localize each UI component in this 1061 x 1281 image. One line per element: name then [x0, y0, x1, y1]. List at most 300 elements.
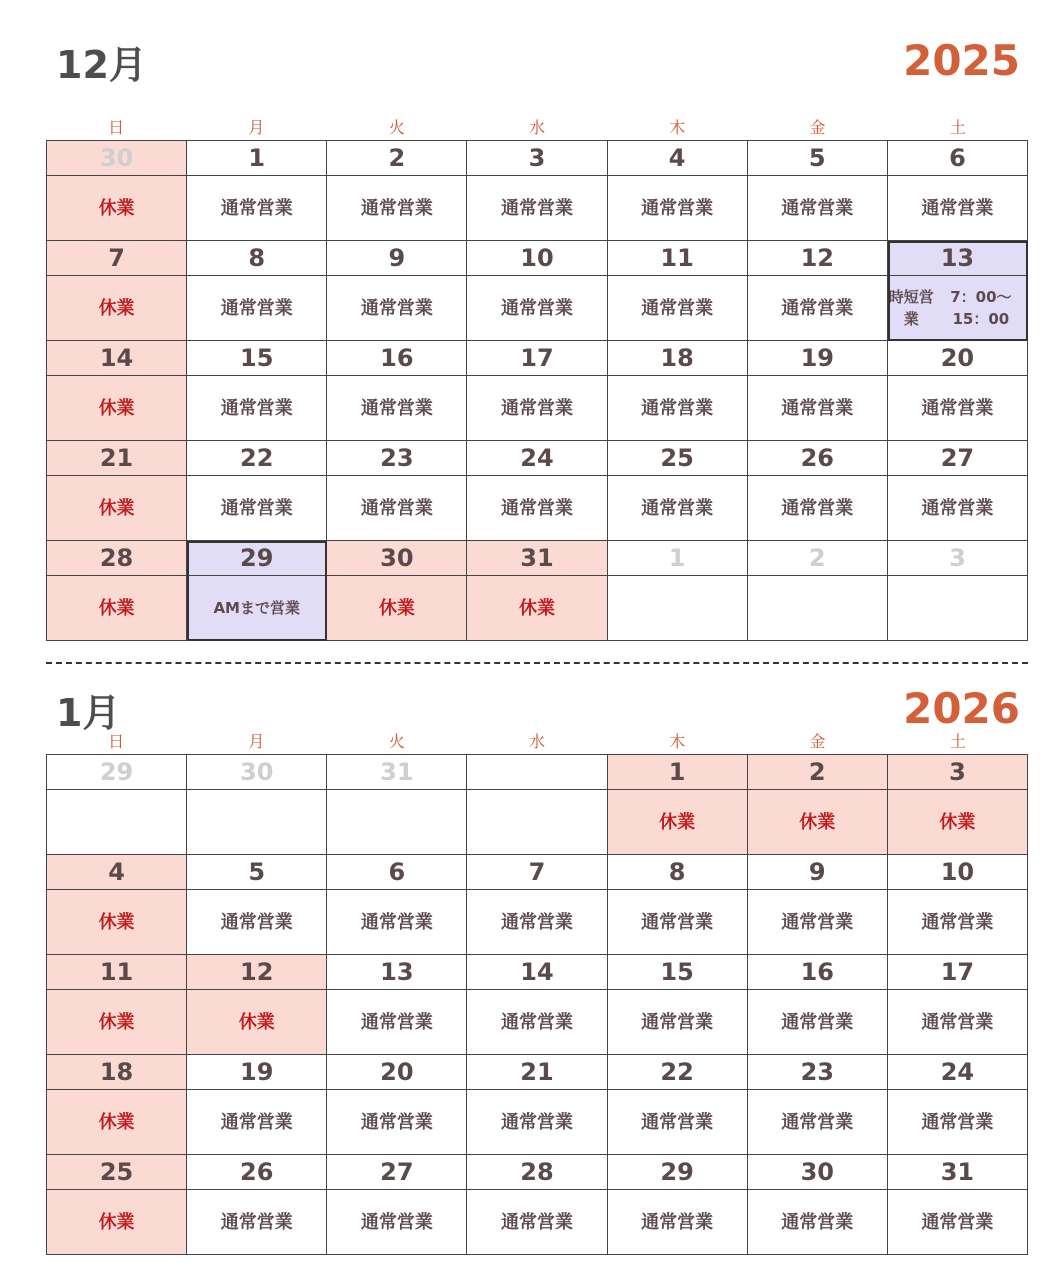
year-title: 2025	[903, 36, 1020, 85]
day-status	[187, 176, 326, 240]
day-cell	[888, 855, 1028, 955]
status-label: 休業	[98, 297, 135, 319]
day-cell	[608, 1155, 748, 1255]
status-label: 通常営業	[500, 197, 573, 219]
day-status	[888, 790, 1027, 854]
status-label: 通常営業	[781, 1111, 854, 1133]
status-label: 休業	[98, 911, 135, 933]
day-status	[608, 990, 747, 1054]
day-number: 15	[187, 341, 326, 376]
day-status	[888, 1190, 1027, 1254]
day-cell	[327, 241, 467, 341]
status-hours: 7：00～15：00	[950, 287, 1012, 328]
status-label: 通常営業	[500, 397, 573, 419]
status-label: 通常営業	[500, 497, 573, 519]
day-cell	[748, 855, 888, 955]
day-number: 28	[467, 1155, 606, 1190]
day-number: 10	[888, 855, 1027, 890]
status-label: 通常営業	[220, 197, 293, 219]
day-status	[327, 376, 466, 440]
day-cell	[608, 1055, 748, 1155]
day-number: 23	[748, 1055, 887, 1090]
day-status	[327, 476, 466, 540]
day-number: 13	[888, 241, 1027, 276]
day-number: 14	[47, 341, 186, 376]
day-number: 30	[748, 1155, 887, 1190]
status-label: 時短営業	[888, 287, 934, 328]
day-number: 2	[327, 141, 466, 176]
day-status	[47, 276, 186, 340]
weekday-label: 土	[949, 118, 966, 137]
day-status	[467, 990, 606, 1054]
day-status	[467, 890, 606, 954]
day-number: 2	[748, 755, 887, 790]
day-number: 16	[327, 341, 466, 376]
day-number: 17	[467, 341, 606, 376]
day-status	[187, 576, 326, 640]
day-status	[467, 790, 606, 854]
day-status	[888, 990, 1027, 1054]
status-label: 通常営業	[220, 911, 293, 933]
day-number: 6	[888, 141, 1027, 176]
day-cell	[748, 241, 888, 341]
day-status	[47, 1090, 186, 1154]
day-status	[608, 176, 747, 240]
day-number: 3	[888, 541, 1027, 576]
day-cell	[187, 855, 327, 955]
day-number: 29	[608, 1155, 747, 1190]
day-number: 5	[187, 855, 326, 890]
day-number: 31	[467, 541, 606, 576]
day-number: 12	[187, 955, 326, 990]
calendar-header	[46, 676, 1028, 735]
day-number: 21	[47, 441, 186, 476]
status-label: 休業	[98, 197, 135, 219]
day-number: 18	[608, 341, 747, 376]
day-cell	[327, 541, 467, 641]
day-status	[748, 476, 887, 540]
status-label: 休業	[98, 597, 135, 619]
day-number: 3	[888, 755, 1027, 790]
day-number: 29	[47, 755, 186, 790]
day-status	[47, 790, 186, 854]
day-number: 2	[748, 541, 887, 576]
day-number: 26	[187, 1155, 326, 1190]
day-status	[467, 1190, 606, 1254]
status-label: 通常営業	[921, 1011, 994, 1033]
day-number: 13	[327, 955, 466, 990]
day-cell	[888, 1155, 1028, 1255]
status-label: 通常営業	[781, 1011, 854, 1033]
weekday-label: 火	[388, 118, 405, 137]
day-number: 8	[608, 855, 747, 890]
day-cell	[187, 955, 327, 1055]
day-status	[187, 990, 326, 1054]
day-status	[888, 276, 1027, 340]
status-label: 通常営業	[921, 1211, 994, 1233]
status-label: 休業	[98, 1211, 135, 1233]
status-label: 通常営業	[360, 1111, 433, 1133]
day-status	[467, 176, 606, 240]
day-cell	[608, 441, 748, 541]
day-number: 24	[888, 1055, 1027, 1090]
month-title: 1月	[56, 691, 121, 735]
day-number: 9	[748, 855, 887, 890]
day-number: 1	[608, 541, 747, 576]
day-status	[608, 1190, 747, 1254]
status-label: 通常営業	[360, 497, 433, 519]
status-label: 休業	[98, 497, 135, 519]
day-number: 14	[467, 955, 606, 990]
weekday-label: 金	[809, 732, 826, 751]
day-status	[187, 476, 326, 540]
status-label: 休業	[378, 597, 415, 619]
dashed-divider	[46, 662, 1028, 664]
day-cell	[608, 141, 748, 241]
day-status	[748, 176, 887, 240]
day-cell	[888, 541, 1028, 641]
day-number: 5	[748, 141, 887, 176]
status-label: 通常営業	[781, 297, 854, 319]
weekday-label: 月	[248, 118, 265, 137]
day-status	[47, 176, 186, 240]
status-label: 通常営業	[500, 1211, 573, 1233]
status-label: 通常営業	[781, 911, 854, 933]
day-cell	[467, 541, 607, 641]
day-status	[608, 376, 747, 440]
day-cell	[47, 341, 187, 441]
day-number: 7	[47, 241, 186, 276]
day-cell	[467, 241, 607, 341]
day-status	[47, 890, 186, 954]
day-number: 20	[327, 1055, 466, 1090]
day-status	[47, 376, 186, 440]
day-status	[467, 376, 606, 440]
day-cell	[187, 541, 327, 641]
day-number: 1	[608, 755, 747, 790]
day-cell	[327, 955, 467, 1055]
status-label: 通常営業	[641, 297, 714, 319]
status-label: 通常営業	[641, 1211, 714, 1233]
day-cell	[187, 341, 327, 441]
day-status	[47, 990, 186, 1054]
day-cell	[748, 441, 888, 541]
day-number: 27	[888, 441, 1027, 476]
status-label: 通常営業	[641, 1011, 714, 1033]
day-cell	[327, 441, 467, 541]
day-cell	[47, 955, 187, 1055]
day-number: 22	[608, 1055, 747, 1090]
day-number: 8	[187, 241, 326, 276]
status-label: 通常営業	[500, 1011, 573, 1033]
status-label: 休業	[98, 1111, 135, 1133]
day-status	[327, 176, 466, 240]
day-grid	[46, 754, 1028, 1255]
status-label: 通常営業	[220, 1211, 293, 1233]
day-cell	[748, 955, 888, 1055]
day-cell	[187, 141, 327, 241]
day-status	[888, 890, 1027, 954]
day-cell	[748, 755, 888, 855]
day-cell	[327, 141, 467, 241]
day-number: 16	[748, 955, 887, 990]
day-cell	[187, 755, 327, 855]
day-cell	[467, 1155, 607, 1255]
status-label: 休業	[518, 597, 555, 619]
day-status	[608, 576, 747, 640]
day-status	[187, 276, 326, 340]
day-number: 31	[888, 1155, 1027, 1190]
day-number: 4	[608, 141, 747, 176]
weekday-label: 水	[528, 118, 545, 137]
day-number: 17	[888, 955, 1027, 990]
day-status	[327, 790, 466, 854]
day-cell	[47, 1055, 187, 1155]
day-number: 7	[467, 855, 606, 890]
status-label: 通常営業	[220, 397, 293, 419]
day-status	[888, 1090, 1027, 1154]
day-cell	[47, 241, 187, 341]
day-number: 22	[187, 441, 326, 476]
day-cell	[608, 955, 748, 1055]
day-cell	[467, 1055, 607, 1155]
weekday-label: 木	[669, 118, 686, 137]
day-cell	[187, 441, 327, 541]
status-label: 通常営業	[360, 911, 433, 933]
day-status	[748, 890, 887, 954]
day-status	[608, 1090, 747, 1154]
day-cell	[47, 141, 187, 241]
status-label: 通常営業	[781, 497, 854, 519]
status-label: 通常営業	[781, 197, 854, 219]
day-status	[748, 376, 887, 440]
day-number: 19	[748, 341, 887, 376]
day-number: 28	[47, 541, 186, 576]
status-label: AMまで営業	[213, 598, 300, 617]
day-number: 21	[467, 1055, 606, 1090]
day-number: 11	[47, 955, 186, 990]
day-status	[187, 790, 326, 854]
day-number: 11	[608, 241, 747, 276]
day-cell	[187, 1155, 327, 1255]
day-cell	[888, 341, 1028, 441]
day-cell	[888, 141, 1028, 241]
day-status	[327, 990, 466, 1054]
day-cell	[888, 755, 1028, 855]
day-number: 19	[187, 1055, 326, 1090]
day-grid	[46, 140, 1028, 641]
status-label: 通常営業	[781, 1211, 854, 1233]
weekday-label: 木	[669, 732, 686, 751]
status-label: 通常営業	[500, 911, 573, 933]
status-label: 通常営業	[360, 397, 433, 419]
day-status	[327, 576, 466, 640]
status-label: 休業	[799, 811, 836, 833]
status-label: 通常営業	[360, 1211, 433, 1233]
day-cell	[467, 441, 607, 541]
day-number: 25	[608, 441, 747, 476]
day-cell	[327, 341, 467, 441]
day-cell	[888, 441, 1028, 541]
day-cell	[608, 755, 748, 855]
status-label: 通常営業	[360, 297, 433, 319]
day-status	[608, 276, 747, 340]
day-status	[748, 1190, 887, 1254]
day-cell	[608, 855, 748, 955]
calendar-header	[46, 30, 1028, 116]
weekday-header	[46, 730, 1028, 754]
day-status	[748, 990, 887, 1054]
day-status	[47, 576, 186, 640]
status-label: 通常営業	[641, 497, 714, 519]
day-status	[608, 790, 747, 854]
day-status	[327, 1190, 466, 1254]
status-label: 通常営業	[500, 1111, 573, 1133]
day-cell	[187, 241, 327, 341]
day-number	[467, 755, 606, 790]
status-label: 通常営業	[921, 1111, 994, 1133]
day-cell	[888, 1055, 1028, 1155]
day-cell	[608, 541, 748, 641]
weekday-label: 土	[949, 732, 966, 751]
status-label: 通常営業	[641, 911, 714, 933]
day-status	[327, 276, 466, 340]
day-cell	[467, 341, 607, 441]
day-status	[748, 790, 887, 854]
day-cell	[47, 1155, 187, 1255]
weekday-label: 月	[248, 732, 265, 751]
day-number: 10	[467, 241, 606, 276]
day-status	[748, 276, 887, 340]
status-label: 休業	[659, 811, 696, 833]
day-number: 23	[327, 441, 466, 476]
day-number: 1	[187, 141, 326, 176]
day-number: 30	[187, 755, 326, 790]
day-number: 15	[608, 955, 747, 990]
day-status	[467, 576, 606, 640]
status-label: 通常営業	[921, 197, 994, 219]
day-cell	[467, 755, 607, 855]
day-status	[888, 376, 1027, 440]
day-number: 30	[327, 541, 466, 576]
month-title: 12月	[56, 43, 147, 87]
weekday-header	[46, 116, 1028, 140]
status-label: 通常営業	[220, 497, 293, 519]
weekday-label: 日	[108, 732, 125, 751]
day-status	[748, 576, 887, 640]
day-status	[187, 376, 326, 440]
day-cell	[748, 341, 888, 441]
day-status	[187, 1090, 326, 1154]
status-label: 通常営業	[641, 397, 714, 419]
status-label: 通常営業	[220, 1111, 293, 1133]
day-number: 4	[47, 855, 186, 890]
day-cell	[47, 755, 187, 855]
day-status	[467, 1090, 606, 1154]
day-status	[47, 476, 186, 540]
status-label: 休業	[238, 1011, 275, 1033]
day-number: 27	[327, 1155, 466, 1190]
day-status	[888, 176, 1027, 240]
weekday-label: 金	[809, 118, 826, 137]
day-cell	[327, 1055, 467, 1155]
day-status	[47, 1190, 186, 1254]
day-status	[327, 890, 466, 954]
day-number: 24	[467, 441, 606, 476]
weekday-label: 日	[108, 118, 125, 137]
day-status	[187, 890, 326, 954]
day-status	[748, 1090, 887, 1154]
day-cell	[748, 1055, 888, 1155]
day-cell	[467, 141, 607, 241]
day-number: 3	[467, 141, 606, 176]
day-cell	[187, 1055, 327, 1155]
day-cell	[888, 241, 1028, 341]
status-label: 休業	[98, 397, 135, 419]
weekday-label: 火	[388, 732, 405, 751]
day-cell	[467, 955, 607, 1055]
weekday-label: 水	[528, 732, 545, 751]
day-number: 31	[327, 755, 466, 790]
day-number: 30	[47, 141, 186, 176]
day-number: 20	[888, 341, 1027, 376]
day-number: 12	[748, 241, 887, 276]
day-cell	[47, 541, 187, 641]
day-cell	[748, 141, 888, 241]
status-label: 通常営業	[921, 397, 994, 419]
year-title: 2026	[903, 684, 1020, 733]
day-cell	[47, 855, 187, 955]
day-cell	[608, 241, 748, 341]
status-label: 通常営業	[641, 1111, 714, 1133]
day-status	[187, 1190, 326, 1254]
status-label: 通常営業	[921, 497, 994, 519]
day-status	[888, 476, 1027, 540]
day-status	[888, 576, 1027, 640]
day-number: 18	[47, 1055, 186, 1090]
status-label: 通常営業	[220, 297, 293, 319]
january-calendar	[46, 676, 1028, 1255]
day-number: 25	[47, 1155, 186, 1190]
day-number: 6	[327, 855, 466, 890]
status-label: 通常営業	[360, 1011, 433, 1033]
day-status	[467, 476, 606, 540]
status-label: 通常営業	[500, 297, 573, 319]
day-cell	[748, 541, 888, 641]
day-cell	[327, 855, 467, 955]
day-cell	[748, 1155, 888, 1255]
day-status	[467, 276, 606, 340]
day-status	[608, 890, 747, 954]
status-label: 通常営業	[921, 911, 994, 933]
day-number: 9	[327, 241, 466, 276]
status-label: 休業	[939, 811, 976, 833]
day-cell	[327, 1155, 467, 1255]
day-cell	[888, 955, 1028, 1055]
day-cell	[467, 855, 607, 955]
status-label: 通常営業	[360, 197, 433, 219]
day-cell	[47, 441, 187, 541]
day-number: 29	[187, 541, 326, 576]
status-label: 通常営業	[641, 197, 714, 219]
day-number: 26	[748, 441, 887, 476]
day-cell	[327, 755, 467, 855]
day-status	[327, 1090, 466, 1154]
status-label: 休業	[98, 1011, 135, 1033]
day-status	[608, 476, 747, 540]
december-calendar	[46, 30, 1028, 641]
status-label: 通常営業	[781, 397, 854, 419]
